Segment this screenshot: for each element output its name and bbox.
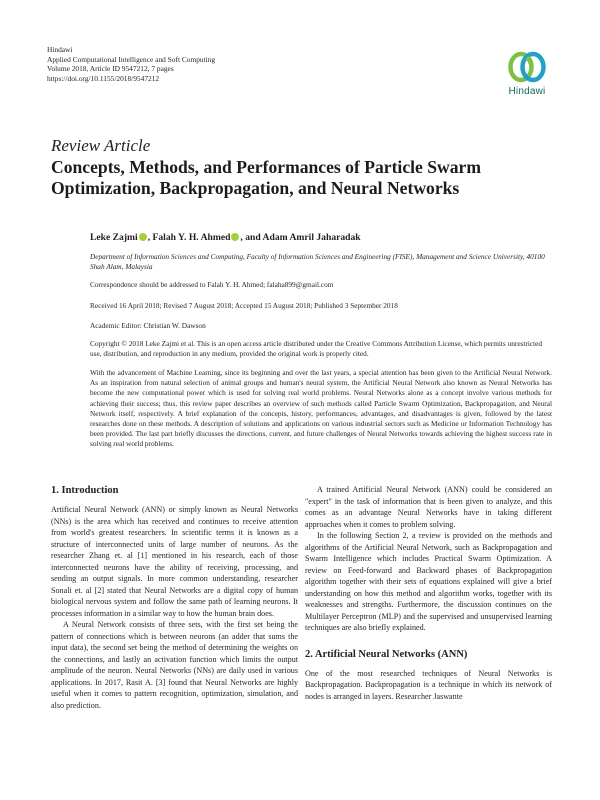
paragraph: In the following Section 2, a review is provided on the methods and algorithms of the Artificial Neural Network, such as Backpropagation and Swarm Intelligence which includes Practical Swarm Optimization. A review on Feed-forward and Backward phases of Backpropagation algorithm together with their sets of equations explained will give a brief understanding on how this method and algorithm works, together with its weaknesses and strengths. Furthermore, the discussion continues on the Multilayer Perceptron (MLP) and the supervised and unsupervised learning techniques are also briefly explained. (305, 531, 552, 632)
paragraph: A Neural Network consists of three sets, with the first set being the pattern of connections which is between neurons (an adder that sums the input data), the second set being the method of determining the weights on the connections, and lastly an activation function which limits the output amplitude of the neuron. Neural Networks (NNs) are daily used in various applications. In 2017, Rasit A. [3] found that Neural Networks are highly useful when it comes to pattern recognition, optimization, simulation, and also prediction. (51, 620, 298, 710)
publication-dates: Received 16 April 2018; Revised 7 August 2018; Accepted 15 August 2018; Published 3 September 2018 (90, 301, 398, 310)
author-1: Leke Zajmi (90, 232, 138, 243)
academic-editor: Academic Editor: Christian W. Dawson (90, 321, 206, 330)
hindawi-rings-icon (507, 50, 547, 84)
section-2-heading: 2. Artificial Neural Networks (ANN) (305, 648, 468, 660)
orcid-icon[interactable] (139, 233, 147, 241)
journal-name: Applied Computational Intelligence and Soft Computing (47, 54, 216, 64)
author-3: , and Adam Amril Jaharadak (240, 232, 361, 243)
hindawi-logo (504, 50, 550, 97)
article-title: Concepts, Methods, and Performances of Particle Swarm Optimization, Backpropagation, and Neural Networks (51, 157, 481, 198)
author-list (90, 232, 361, 243)
journal-volume: Volume 2018, Article ID 9547212, 7 pages (47, 64, 174, 74)
right-column (305, 484, 552, 702)
abstract: With the advancement of Machine Learning, since its beginning and over the last years, a special attention has been given to the Artificial Neural Network. As an inspiration from natural selection of animal groups and human's neural system, the Artificial Neural Network also known as Neural Networks has become the new computational power which is used for solving real world problems. Neural Networks alone as a concept involve various methods for achieving their success; thus, this review paper describes an overview of such methods called Particle Swarm Optimization, Backpropagation, and Neural Network itself, respectively. A brief explanation of the concepts, history, performances, advantages, and disadvantages is given, followed by the latest researches done on these methods. A description of solutions and applications on various industrial sectors such as Medicine or Information Technology has been provided. The last part briefly discusses the directions, current, and future challenges of Neural Networks towards achieving the highest success rate in solving real world problems. (90, 368, 552, 449)
author-2: , Falah Y. H. Ahmed (147, 232, 231, 243)
journal-info (47, 45, 215, 83)
affiliation: Department of Information Sciences and Computing, Faculty of Information Sciences and Engineering (FISE), Management and Science University, 40100 Shah Alam, Malaysia (90, 252, 545, 272)
paragraph: One of the most researched techniques of Neural Networks is Backpropagation. Backpropagation is a technique in which its network of nodes is arranged in layers. Researcher Jaswante (305, 668, 552, 701)
left-column (51, 484, 298, 711)
section-1-heading: 1. Introduction (51, 485, 119, 496)
article-type: Review Article (51, 136, 151, 155)
paragraph: Artificial Neural Network (ANN) or simply known as Neural Networks (NNs) is the area which has received and continues to receive attention from world's greatest researchers. In scientific terms it is known as a structure of interconnected units of large number of neurons. As the researcher Zhang et. al [1] mentioned in his research, each of those interconnected neurons have the ability of receiving, processing, and sending an output signals. In more common understanding, researcher Sonali et. al [2] stated that Neural Networks are a digital copy of human biological nervous system and follow the same path of learning neurons. It processes information in a similar way to how the human brain does. (51, 505, 298, 618)
publisher-name: Hindawi (47, 45, 73, 54)
logo-word: Hindawi (508, 86, 546, 97)
orcid-icon[interactable] (231, 233, 239, 241)
correspondence: Correspondence should be addressed to Falah Y. H. Ahmed; falaha899@gmail.com (90, 280, 334, 289)
copyright: Copyright © 2018 Leke Zajmi et al. This is an open access article distributed under the Creative Commons Attribution License, which permits unrestricted use, distribution, and reproduction in any medium, provided the original work is properly cited. (90, 339, 543, 359)
paragraph: A trained Artificial Neural Network (ANN) could be considered an "expert" in the task of information that is been given to analyze, and this comes as an advantage Neural Networks have in taking different approaches when it comes to problem solving. (305, 485, 552, 529)
journal-doi[interactable]: https://doi.org/10.1155/2018/9547212 (47, 73, 160, 83)
